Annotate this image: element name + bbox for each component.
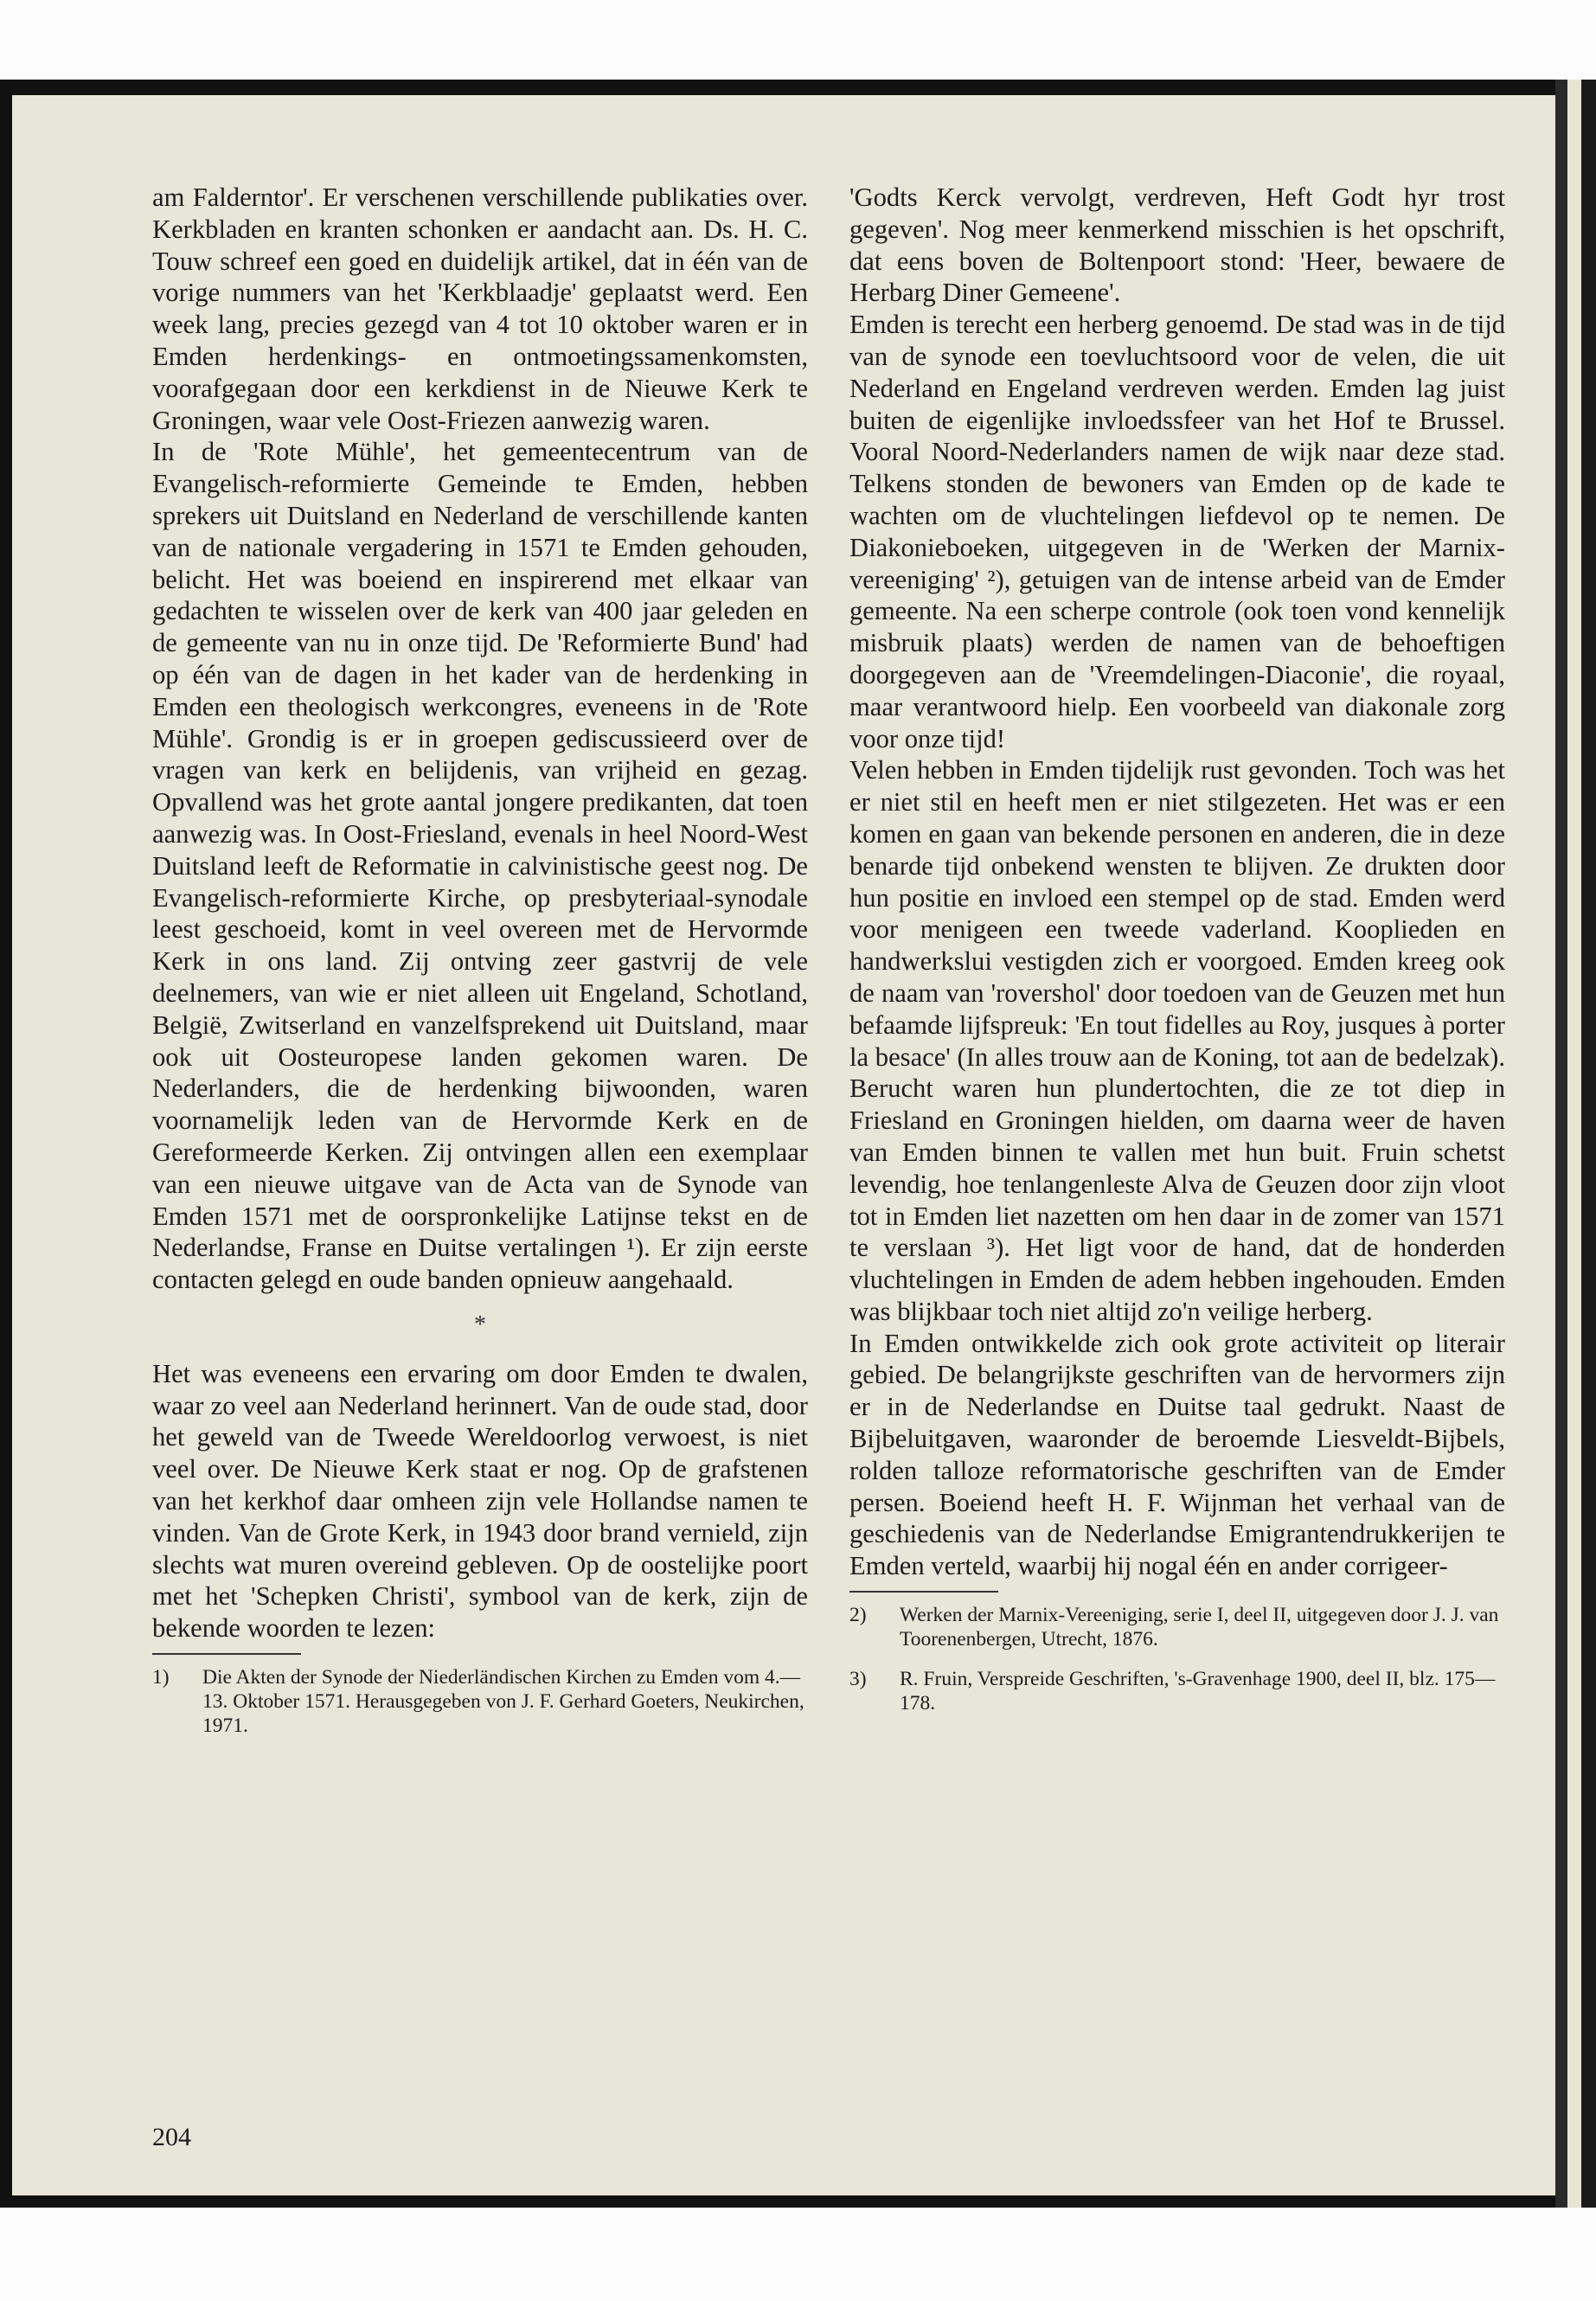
footnote-number: 2) <box>849 1604 867 1627</box>
footnote-rule <box>152 1653 301 1655</box>
right-column <box>849 182 1505 1731</box>
scan-top-edge <box>0 80 1596 95</box>
section-separator: * <box>474 1311 486 1338</box>
footnote-rule <box>849 1591 998 1593</box>
left-column <box>152 182 808 1753</box>
paragraph: 'Godts Kerck vervolgt, verdreven, Heft Godt hyr trost gegeven'. Nog meer kenmerkend misschien is het opschrift, dat eens boven de Boltenpoort stond: 'Heer, bewaere de Herbarg Diner Gemeene'. <box>849 183 1505 308</box>
footnote-text: Werken der Marnix-Vereeniging, serie I, deel II, uitgegeven door J. J. van Toorenenbergen, Utrecht, 1876. <box>900 1604 1499 1651</box>
paragraph: Velen hebben in Emden tijdelijk rust gevonden. Toch was het er niet stil en heeft men er niet stilgezeten. Het was er een komen en gaan van bekende personen en anderen, die in deze benarde tijd onbekend wensten te blijven. Ze drukten door hun positie en invloed een stempel op de stad. Emden werd voor menigeen een tweede vaderland. Kooplieden en handwerkslui vestigden zich er voorgoed. Emden kreeg ook de naam van 'rovershol' door toedoen van de Geuzen met hun befaamde lijfspreuk: 'En tout fidelles au Roy, jusques à porter la besace' (In alles trouw aan de Koning, tot aan de bedelzak). Berucht waren hun plundertochten, die ze tot diep in Friesland en Groningen hielden, om daarna weer de haven van Emden binnen te vallen met hun buit. Fruin schetst levendig, hoe tenlangenleste Alva de Geuzen door zijn vloot tot in Emden liet nazetten om hen daar in de zomer van 1571 te verslaan ³). Het ligt voor de hand, dat de honderden vluchtelingen in Emden de adem hebben ingehouden. Emden was blijkbaar toch niet altijd zo'n veilige herberg. <box>849 755 1505 1326</box>
paragraph: In de 'Rote Mühle', het gemeentecentrum van de Evangelisch-reformierte Gemeinde te Emden, hebben sprekers uit Duitsland en Nederland de verschillende kanten van de nationale vergadering in 1571 te Emden gehouden, belicht. Het was boeiend en inspirerend met elkaar van gedachten te wisselen over de kerk van 400 jaar geleden en de gemeente van nu in onze tijd. De 'Reformierte Bund' had op één van de dagen in het kader van de herdenking in Emden een theologisch werkcongres, eveneens in de 'Rote Mühle'. Grondig is er in groepen gediscussieerd over de vragen van kerk en belijdenis, van vrijheid en gezag. Opvallend was het grote aantal jongere predikanten, dat toen aanwezig was. In Oost-Friesland, evenals in heel Noord-West Duitsland leeft de Reformatie in calvinistische geest nog. De Evangelisch-reformierte Kirche, op presbyteriaal-synodale leest geschoeid, komt in veel overeen met de Hervormde Kerk in ons land. Zij ontving zeer gastvrij de vele deelnemers, van wie er niet alleen uit Engeland, Schotland, België, Zwitserland en vanzelfsprekend uit Duitsland, maar ook uit Oosteuropese landen gekomen waren. De Nederlanders, die de herdenking bijwoonden, waren voornamelijk leden van de Hervormde Kerk en de Gereformeerde Kerken. Zij ontvingen allen een exemplaar van een nieuwe uitgave van de Acta van de Synode van Emden 1571 met de oorspronkelijke Latijnse tekst en de Nederlandse, Franse en Duitse vertalingen ¹). Er zijn eerste contacten gelegd en oude banden opnieuw aangehaald. <box>152 437 808 1295</box>
book-spine <box>1555 80 1596 2208</box>
page-number: 204 <box>152 2123 191 2151</box>
paragraph: In Emden ontwikkelde zich ook grote activiteit op literair gebied. De belangrijkste geschriften van de hervormers zijn er in de Nederlandse en Duitse taal gedrukt. Naast de Bijbeluitgaven, waaronder de beroemde Liesveldt-Bijbels, rolden talloze reformatorische geschriften van de Emder persen. Boeiend heeft H. F. Wijnman het verhaal van de geschiedenis van de Nederlandse Emigrantendrukkerijen te Emden verteld, waarbij hij nogal één en ander corrigeer- <box>849 1328 1505 1581</box>
footnote <box>849 1667 1505 1715</box>
paragraph: Emden is terecht een herberg genoemd. De stad was in de tijd van de synode een toevluchtsoord voor de velen, die uit Nederland en Engeland verdreven werden. Emden lag juist buiten de eigenlijke invloedssfeer van het Hof te Brussel. Vooral Noord-Nederlanders namen de wijk naar deze stad. Telkens stonden de bewoners van Emden op de kade te wachten om de vluchtelingen liefdevol op te nemen. De Diakonieboeken, uitgegeven in de 'Werken der Marnix-vereeniging' ²), getuigen van de intense arbeid van de Emder gemeente. Na een scherpe controle (ook toen vond kennelijk misbruik plaats) werden de namen van de behoeftigen doorgegeven aan de 'Vreemdelingen-Diaconie', die royaal, maar verantwoord hielp. Een voorbeeld van diakonale zorg voor onze tijd! <box>849 310 1505 753</box>
footnote-text: Die Akten der Synode der Niederländischen Kirchen zu Emden vom 4.—13. Oktober 1571. Herausgegeben von J. F. Gerhard Goeters, Neukirchen, 1971. <box>202 1666 804 1738</box>
paragraph: am Falderntor'. Er verschenen verschillende publikaties over. Kerkbladen en kranten schonken er aandacht aan. Ds. H. C. Touw schreef een goed en duidelijk artikel, dat in één van de vorige nummers van het 'Kerkblaadje' geplaatst werd. Een week lang, precies gezegd van 4 tot 10 oktober waren er in Emden herdenkings- en ontmoetingssamenkomsten, voorafgegaan door een kerkdienst in de Nieuwe Kerk te Groningen, waar vele Oost-Friezen aanwezig waren. <box>152 183 808 435</box>
footnote <box>849 1603 1505 1651</box>
scan-bottom-edge <box>0 2195 1596 2208</box>
scan-left-edge <box>0 80 12 2208</box>
footnote <box>152 1665 808 1738</box>
paragraph: Het was eveneens een ervaring om door Emden te dwalen, waar zo veel aan Nederland herinnert. Van de oude stad, door het geweld van de Tweede Wereldoorlog verwoest, is niet veel over. De Nieuwe Kerk staat er nog. Op de grafstenen van het kerkhof daar omheen zijn vele Hollandse namen te vinden. Van de Grote Kerk, in 1943 door brand vernield, zijn slechts wat muren overeind gebleven. Op de oostelijke poort met het 'Schepken Christi', symbool van de kerk, zijn de bekende woorden te lezen: <box>152 1358 808 1644</box>
footnote-number: 1) <box>152 1666 170 1689</box>
footnote-number: 3) <box>849 1668 867 1691</box>
footnote-text: R. Fruin, Verspreide Geschriften, 's-Gravenhage 1900, deel II, blz. 175—178. <box>900 1668 1496 1715</box>
